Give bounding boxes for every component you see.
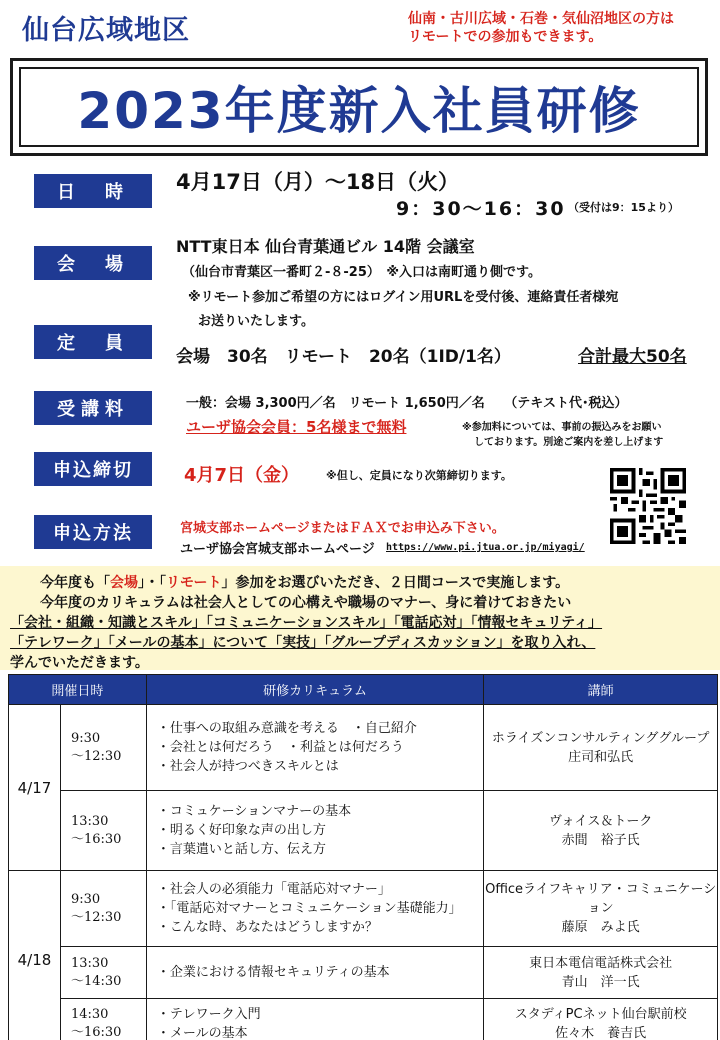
session-topics: ・社会人の必須能力「電話応対マナー」 ・「電話応対マナーとコミュニケーション基礎能力」 ・こんな時、あなたはどうしますか？ xyxy=(146,871,483,947)
capacity-label: 定 員 xyxy=(34,325,152,359)
remote-note-line1: 仙南・古川広域・石巻・気仙沼地区の方は xyxy=(408,11,674,27)
session-lecturer: ホライズンコンサルティンググループ 庄司和弘氏 xyxy=(484,705,718,791)
intro-line4: 「テレワーク」「メールの基本」について「実技」「グループディスカッション」を取り入れ、 xyxy=(10,635,596,651)
capacity-value: 会場 30名 リモート 20名（1ID/1名） xyxy=(176,347,511,367)
curriculum-table xyxy=(8,674,718,1040)
intro-block xyxy=(0,566,720,670)
table-row xyxy=(9,947,718,999)
title-box xyxy=(10,58,708,156)
remote-note-line2: リモートでの参加もできます。 xyxy=(408,29,603,45)
session-lecturer: ヴォイス＆トーク 赤間 裕子氏 xyxy=(484,791,718,871)
session-lecturer: 東日本電信電話株式会社 青山 洋一氏 xyxy=(484,947,718,999)
session-time: 13:30 ～16:30 xyxy=(60,791,146,871)
deadline-label: 申込締切 xyxy=(34,452,152,486)
page-title: 2023年度新入社員研修 xyxy=(77,82,641,140)
deadline-value: 4月7日（金） xyxy=(184,465,300,486)
header-lecturer: 講師 xyxy=(484,675,718,705)
apply-line2: ユーザ協会宮城支部ホームページ xyxy=(180,542,375,557)
venue-label: 会 場 xyxy=(34,246,152,280)
region-title: 仙台広域地区 xyxy=(22,15,190,46)
session-topics: ・仕事への取組み意識を考える ・自己紹介 ・会社とは何だろう ・利益とは何だろう ・社会人が持つべきスキルとは xyxy=(146,705,483,791)
table-row xyxy=(9,791,718,871)
apply-url-link[interactable]: https://www.pi.jtua.or.jp/miyagi/ xyxy=(386,542,585,553)
session-time: 9:30 ～12:30 xyxy=(60,871,146,947)
fee-member: ユーザ協会会員：5名様まで無料 xyxy=(186,418,407,436)
session-topics: ・テレワーク入門 ・メールの基本 xyxy=(146,999,483,1040)
session-lecturer: Officeライフキャリア・コミュニケーション 藤原 みよ氏 xyxy=(484,871,718,947)
header-curriculum: 研修カリキュラム xyxy=(146,675,483,705)
day-date: 4/17 xyxy=(9,705,61,871)
session-time: 14:30 ～16:30 xyxy=(60,999,146,1040)
session-topics: ・企業における情報セキュリティの基本 xyxy=(146,947,483,999)
fee-note1: ※参加料については、事前の振込みをお願い xyxy=(462,422,662,433)
intro-line5: 学んでいただきます。 xyxy=(10,655,149,671)
intro-line1: 今年度も「会場」・「リモート」参加をお選びいただき、２日間コースで実施します。 xyxy=(40,575,570,591)
session-lecturer: スタディPCネット仙台駅前校 佐々木 養吉氏 xyxy=(484,999,718,1040)
venue-line1: NTT東日本 仙台青葉通ビル 14階 会議室 xyxy=(176,237,475,256)
date-value: 4月17日（月）～18日（火） xyxy=(176,170,460,194)
table-row xyxy=(9,871,718,947)
fee-label: 受講料 xyxy=(34,391,152,425)
table-row xyxy=(9,999,718,1040)
venue-line4: お送りいたします。 xyxy=(198,314,314,329)
reception-note: （受付は9：15より） xyxy=(568,201,679,214)
session-time: 9:30 ～12:30 xyxy=(60,705,146,791)
time-value: 9：30～16：30 xyxy=(396,198,566,220)
day-date: 4/18 xyxy=(9,871,61,1040)
table-header-row xyxy=(9,675,718,705)
fee-general: 一般：会場 3,300円／名 リモート 1,650円／名 （テキスト代･税込） xyxy=(186,396,628,411)
date-label: 日 時 xyxy=(34,174,152,208)
apply-label: 申込方法 xyxy=(34,515,152,549)
header-datetime: 開催日時 xyxy=(9,675,147,705)
table-row xyxy=(9,705,718,791)
qr-code-icon xyxy=(610,468,686,544)
venue-line2: （仙台市青葉区一番町２-８-25） ※入口は南町通り側です。 xyxy=(182,265,541,280)
intro-line2: 今年度のカリキュラムは社会人としての心構えや職場のマナー、身に着けておきたい xyxy=(40,595,572,611)
session-time: 13:30 ～14:30 xyxy=(60,947,146,999)
intro-line3: 「会社・組織・知識とスキル」「コミュニケーションスキル」「電話応対」「情報セキュリティ」 xyxy=(10,615,603,631)
remote-note xyxy=(408,10,674,46)
session-topics: ・コミュケーションマナーの基本 ・明るく好印象な声の出し方 ・言葉遣いと話し方、伝え方 xyxy=(146,791,483,871)
venue-line3: ※リモート参加ご希望の方にはログイン用URLを受付後、連絡責任者様宛 xyxy=(188,290,619,305)
deadline-note: ※但し、定員になり次第締切ります。 xyxy=(326,469,512,482)
fee-note2: しております。別途ご案内を差し上げます xyxy=(474,437,664,448)
capacity-total: 合計最大50名 xyxy=(578,347,687,367)
apply-line1: 宮城支部ホームページまたはＦＡＸでお申込み下さい。 xyxy=(180,521,505,536)
